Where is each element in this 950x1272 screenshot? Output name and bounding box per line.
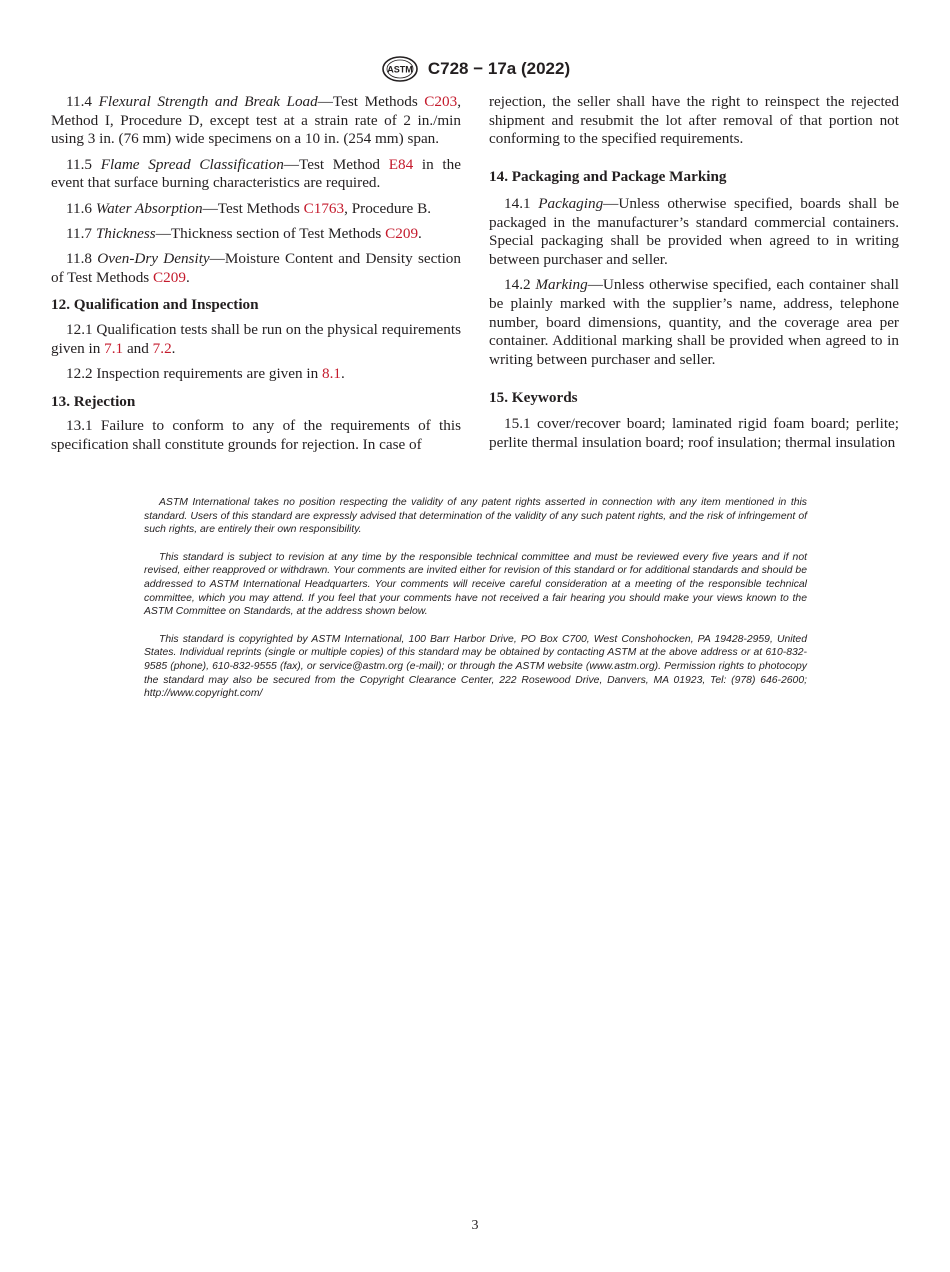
reference-link[interactable]: E84 <box>388 155 414 173</box>
paragraph-14-2: 14.2 Marking—Unless otherwise specified, each container shall be plainly marked with the supplier’s name, address, telephone number, board dimensions, quantity, and the coverage area per container. Additional marking shall be provided when agreed to in writing between purchaser and seller. <box>489 276 899 368</box>
revision-notice: This standard is subject to revision at any time by the responsible technical committee and must be reviewed every five years and if not revised, either reapproved or withdrawn. Your comments are invited either for revision of this standard or for additional standards and should be addressed to ASTM International Headquarters. Your comments will receive careful consideration at a meeting of the responsible technical committee, which you may attend. If you feel that your comments have not received a fair hearing you should make your views known to the ASTM Committee on Standards, at the address shown below. <box>144 551 807 618</box>
paragraph-15-1: 15.1 cover/recover board; laminated rigid foam board; perlite; perlite thermal insulation board; roof insulation; thermal insulation <box>489 415 899 452</box>
paragraph-11-7: 11.7 Thickness—Thickness section of Test Methods C209. <box>66 224 422 242</box>
paragraph-11-4: 11.4 Flexural Strength and Break Load—Test Methods C203, Method I, Procedure D, except test at a strain rate of 2 in./min using 3 in. (76 mm) wide specimens on a 10 in. (254 mm) span. <box>51 93 462 148</box>
page-header <box>0 56 950 82</box>
paragraph-14-1: 14.1 Packaging—Unless otherwise specified, boards shall be packaged in the manufacturer’s standard commercial containers. Special packaging shall be provided when agreed to in writing between purchaser and seller. <box>489 194 900 268</box>
section-heading-12: 12. Qualification and Inspection <box>51 296 259 314</box>
paragraph-12-1: 12.1 Qualification tests shall be run on the physical requirements given in 7.1 and 7.2. <box>51 321 461 357</box>
section-heading-13: 13. Rejection <box>51 392 136 410</box>
legal-notice <box>144 496 807 715</box>
astm-logo-icon <box>380 56 420 82</box>
paragraph-13-1: 13.1 Failure to conform to any of the requirements of this specification shall constitute grounds for rejection. In case of <box>51 417 461 454</box>
page-number: 3 <box>471 1218 479 1233</box>
patent-notice: ASTM International takes no position respecting the validity of any patent rights asserted in connection with any item mentioned in this standard. Users of this standard are expressly advised that determination of the validity of any such patent rights, and the risk of infringement of such rights, are entirely their own responsibility. <box>144 497 807 536</box>
reference-link[interactable]: 8.1 <box>322 364 341 382</box>
document-designation: C728 − 17a (2022) <box>427 59 571 78</box>
reference-link[interactable]: C209 <box>153 268 186 286</box>
reference-link[interactable]: C203 <box>424 93 458 110</box>
section-heading-14: 14. Packaging and Package Marking <box>489 168 727 186</box>
svg-text:ASTM: ASTM <box>387 64 413 75</box>
reference-link[interactable]: 7.1 <box>104 339 124 357</box>
paragraph-11-6: 11.6 Water Absorption—Test Methods C1763, Procedure B. <box>66 199 431 217</box>
left-column <box>51 93 461 455</box>
paragraph-13-1-continued: rejection, the seller shall have the right to reinspect the rejected shipment and resubmit the lot after removal of that portion not conforming to the specified requirements. <box>489 93 899 148</box>
paragraph-11-5: 11.5 Flame Spread Classification—Test Method E84 in the event that surface burning characteristics are required. <box>51 155 461 192</box>
right-column <box>489 93 899 459</box>
paragraph-12-2: 12.2 Inspection requirements are given in 8.1. <box>66 364 345 382</box>
reference-link[interactable]: 7.2 <box>152 339 172 357</box>
paragraph-11-8: 11.8 Oven-Dry Density—Moisture Content and Density section of Test Methods C209. <box>51 249 461 286</box>
section-heading-15: 15. Keywords <box>489 388 578 406</box>
reference-link[interactable]: C1763 <box>303 199 345 217</box>
copyright-notice: This standard is copyrighted by ASTM International, 100 Barr Harbor Drive, PO Box C700, West Conshohocken, PA 19428-2959, United States. Individual reprints (single or multiple copies) of this standard may be obtained by contacting ASTM at the above address or at 610-832-9585 (phone), 610-832-9555 (fax), or service@astm.org (e-mail); or through the ASTM website (www.astm.org). Permission rights to photocopy the standard may also be secured from the Copyright Clearance Center, 222 Rosewood Drive, Danvers, MA 01923, Tel: (978) 646-2600; http://www.copyright.com/ <box>144 633 807 700</box>
reference-link[interactable]: C209 <box>385 224 419 242</box>
